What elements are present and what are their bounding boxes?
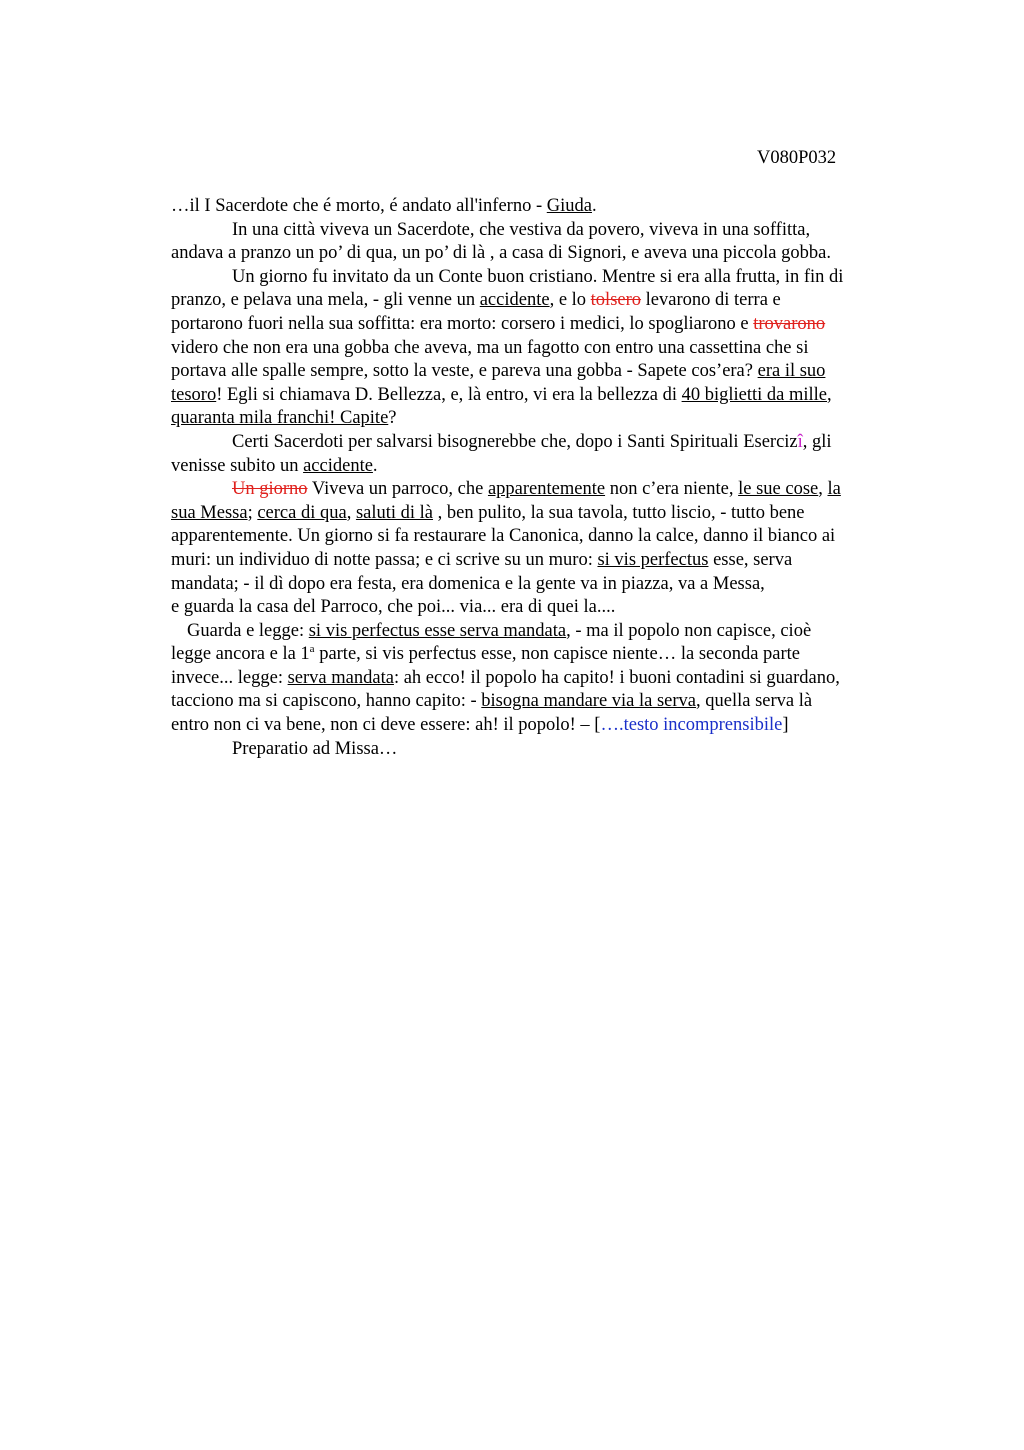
text-segment: : ah ecco! il popolo ha capito! i buoni contadini si guardano,: [393, 667, 840, 688]
text-segment: ]: [782, 715, 789, 736]
text-segment: e guarda la casa del Parroco, che poi... via... era di quei la....: [171, 597, 616, 618]
text-segment: , e lo: [549, 290, 591, 311]
text-segment: ! Egli si chiamava D. Bellezza, e, là entro, vi era la bellezza di: [216, 384, 682, 405]
text-line: [171, 313, 931, 337]
text-line: [171, 431, 931, 455]
text-segment: , gli: [802, 431, 832, 452]
text-segment: muri: un individuo di notte passa; e ci scrive su un muro:: [171, 549, 598, 570]
underlined-text: era il suo: [757, 361, 826, 382]
text-line: [171, 266, 931, 290]
text-line: [171, 407, 931, 431]
text-line: [171, 478, 931, 502]
editor-note: ….testo incomprensibile: [600, 715, 783, 736]
underlined-text: apparentemente: [487, 479, 606, 500]
underlined-text: saluti di là: [355, 502, 434, 523]
text-segment: entro non ci va bene, non ci deve essere: ah! il popolo! – [: [171, 715, 601, 736]
page-id: V080P032: [757, 148, 837, 168]
struck-text: tolsero: [590, 290, 642, 311]
text-segment: parte, si vis perfectus esse, non capisce niente… la seconda parte: [314, 644, 800, 665]
text-line: [171, 573, 931, 597]
text-segment: Guarda e legge:: [187, 620, 309, 641]
text-segment: pranzo, e pelava una mela, - gli venne un: [171, 290, 480, 311]
text-segment: ,: [827, 384, 832, 405]
underlined-text: si vis perfectus esse serva mandata: [308, 620, 567, 641]
text-line: [171, 549, 931, 573]
text-line: [171, 502, 931, 526]
text-segment: portarono fuori nella sua soffitta: era morto: corsero i medici, lo spogliarono e: [171, 313, 754, 334]
struck-text: trovarono: [753, 313, 826, 334]
text-line: [171, 455, 931, 479]
struck-text: Un giorno: [232, 479, 308, 500]
text-segment: Viveva un parroco, che: [307, 479, 488, 500]
text-segment: mandata; - il dì dopo era festa, era domenica e la gente va in piazza, va a Messa,: [171, 573, 765, 594]
underlined-text: cerca di qua: [257, 502, 347, 523]
underlined-text: 40 biglietti da mille: [681, 384, 828, 405]
underlined-text: serva mandata: [287, 667, 394, 688]
text-line: [171, 242, 931, 266]
text-segment: In una città viveva un Sacerdote, che vestiva da povero, viveva in una soffitta,: [232, 219, 811, 240]
text-segment: esse, serva: [708, 549, 793, 570]
text-segment: .: [591, 196, 597, 216]
text-segment: andava a pranzo un po’ di qua, un po’ di là , a casa di Signori, e aveva una piccola gobba.: [171, 243, 831, 264]
underlined-text: bisogna mandare via la serva: [481, 691, 697, 712]
document-body: [171, 195, 931, 761]
text-line: [171, 384, 931, 408]
underlined-text: quaranta mila franchi! Capite: [171, 408, 389, 429]
text-segment: ,: [346, 502, 356, 523]
text-line: [171, 596, 931, 620]
underlined-text: accidente: [303, 455, 373, 476]
text-segment: Un giorno fu invitato da un Conte buon cristiano. Mentre si era alla frutta, in fin di: [232, 266, 844, 287]
text-line: [171, 289, 931, 313]
text-line: [171, 360, 931, 384]
text-line: [171, 525, 931, 549]
underlined-text: sua Messa: [171, 502, 248, 523]
text-segment: non c’era niente,: [605, 479, 739, 500]
text-line: [171, 667, 931, 691]
text-line: [171, 738, 931, 762]
text-segment: levarono di terra e: [641, 290, 781, 311]
text-segment: Certi Sacerdoti per salvarsi bisognerebbe che, dopo i Santi Spirituali Eserciz: [232, 431, 798, 452]
underlined-text: le sue cose: [738, 479, 819, 500]
text-line: [171, 219, 931, 243]
text-line: [171, 643, 931, 667]
superscript: a: [309, 643, 315, 656]
text-segment: ?: [388, 408, 397, 429]
underlined-text: tesoro: [171, 384, 217, 405]
text-segment: ;: [247, 502, 258, 523]
text-line: [171, 714, 931, 738]
text-line: [171, 690, 931, 714]
text-segment: invece... legge:: [171, 667, 288, 688]
text-segment: portava alle spalle sempre, sotto la veste, e pareva una gobba - Sapete cos’era?: [171, 361, 758, 382]
text-segment: legge ancora e la 1: [171, 644, 310, 665]
text-segment: .: [372, 455, 378, 476]
text-segment: Preparatio ad Missa…: [232, 738, 398, 759]
marked-character: î: [797, 431, 803, 452]
underlined-text: Giuda: [546, 196, 592, 216]
text-segment: , ben pulito, la sua tavola, tutto liscio, - tutto bene: [433, 502, 805, 523]
text-segment: , quella serva là: [696, 691, 813, 712]
text-segment: videro che non era una gobba che aveva, ma un fagotto con entro una cassettina che si: [171, 337, 809, 358]
text-segment: …il I Sacerdote che é morto, é andato all'inferno -: [171, 196, 547, 216]
underlined-text: accidente: [479, 290, 550, 311]
text-segment: venisse subito un: [171, 455, 304, 476]
text-segment: , - ma il popolo non capisce, cioè: [566, 620, 812, 641]
underlined-text: si vis perfectus: [597, 549, 709, 570]
text-line: [171, 620, 931, 644]
text-segment: ,: [818, 479, 828, 500]
text-segment: tacciono ma si capiscono, hanno capito: -: [171, 691, 482, 712]
text-segment: apparentemente. Un giorno si fa restaurare la Canonica, danno la calce, danno il bianco ai: [171, 526, 836, 547]
text-line: [171, 195, 931, 219]
text-line: [171, 337, 931, 361]
underlined-text: la: [827, 479, 841, 500]
